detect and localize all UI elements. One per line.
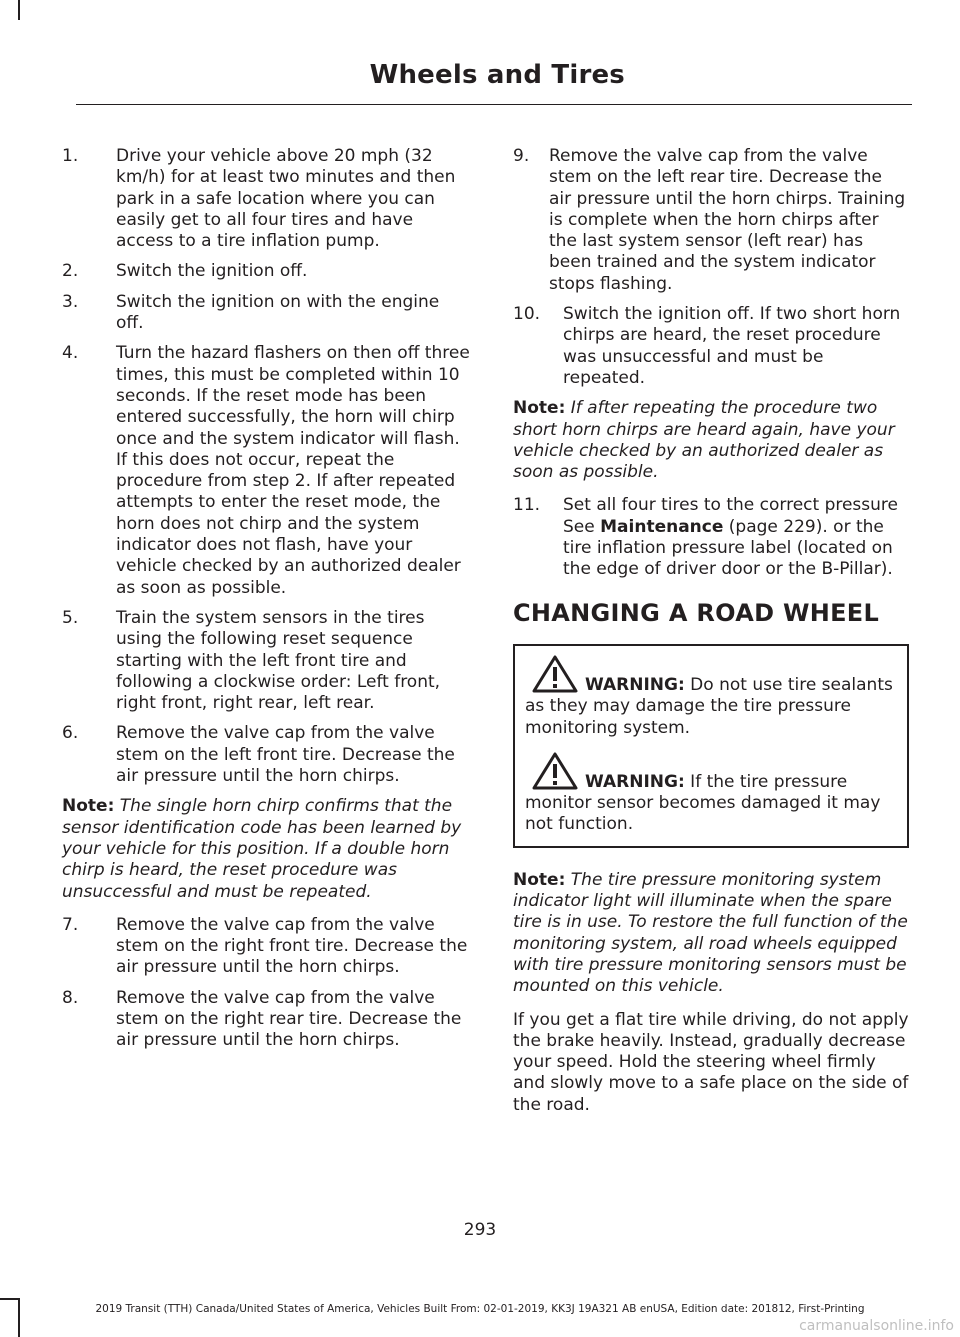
- header-divider: [76, 104, 912, 105]
- note-label: Note:: [62, 796, 115, 817]
- warning-triangle-icon: [531, 751, 579, 791]
- list-item: 7. Remove the valve cap from the valve stem on the right front tire. Decrease the air pressure until the horn chirps.: [62, 914, 468, 978]
- list-item: 5. Train the system sensors in the tires using the following reset sequence starting with the left front tire and following a clockwise order: Left front, right front, right rear, left rear.: [62, 607, 441, 714]
- warning-triangle-icon: [531, 654, 579, 694]
- watermark: carmanualsonline.info: [799, 1318, 954, 1334]
- list-item: 8. Remove the valve cap from the valve stem on the right rear tire. Decrease the air pressure until the horn chirps.: [62, 987, 462, 1051]
- note-label: Note:: [513, 869, 566, 890]
- list-item: 9. Remove the valve cap from the valve stem on the left rear tire. Decrease the air pressure until the horn chirps. Training is complete when the horn chirps after the last system sensor (left rear) has been trained and the system indicator stops flashing.: [513, 146, 906, 294]
- left-column: [62, 146, 472, 1061]
- footer-text: 2019 Transit (TTH) Canada/United States of America, Vehicles Built From: 02-01-2019, KK3J 19A321 AB enUSA, Edition date: 201812, First-Printing: [95, 1303, 865, 1315]
- list-item: 11. Set all four tires to the correct pressure See Maintenance (page 229). or the tire inflation pressure label (located on the edge of driver door or the B-Pillar).: [513, 495, 898, 580]
- list-item: 3. Switch the ignition on with the engine off.: [62, 291, 440, 334]
- list-item: 1. Drive your vehicle above 20 mph (32 km/h) for at least two minutes and then park in a safe location where you can easily get to all four tires and have access to a tire inflation pump.: [62, 146, 456, 252]
- crop-mark: [18, 0, 20, 20]
- note-text: If after repeating the procedure two short horn chirps are heard again, have your vehicle checked by an authorized dealer as soon as possible.: [513, 398, 895, 483]
- crop-mark: [0, 1298, 20, 1300]
- warning-box: [513, 644, 909, 848]
- note-text: The tire pressure monitoring system indicator light will illuminate when the spare tire is in use. To restore the full function of the monitoring system, all road wheels equipped with tire pressure monitoring sensors must be mounted on this vehicle.: [513, 869, 908, 997]
- warning-item: [525, 654, 897, 739]
- body-paragraph: If you get a flat tire while driving, do not apply the brake heavily. Instead, gradually decrease your speed. Hold the steering wheel firmly and slowly move to a safe place on the side of the road.: [513, 1009, 909, 1115]
- warning-text: If the tire pressure monitor sensor becomes damaged it may not function.: [525, 771, 881, 835]
- section-heading: CHANGING A ROAD WHEEL: [513, 598, 880, 627]
- note-text: The single horn chirp confirms that the sensor identification code has been learned by your vehicle for this position. If a double horn chirp is heard, the reset procedure was unsuccessful and must be repeated.: [62, 796, 462, 902]
- warning-label: WARNING:: [585, 674, 685, 695]
- note-paragraph: [513, 398, 909, 483]
- right-column: [513, 146, 909, 1128]
- warning-text: Do not use tire sealants as they may damage the tire pressure monitoring system.: [525, 674, 893, 738]
- list-item: 4. Turn the hazard flashers on then off three times, this must be completed within 10 seconds. If the reset mode has been entered successfully, the horn will chirp once and the system indicator will flash. If this does not occur, repeat the procedure from step 2. If after repeated attempts to enter the reset mode, the horn does not chirp and the system indicator does not flash, have your vehicle checked by an authorized dealer as soon as possible.: [62, 343, 470, 598]
- note-label: Note:: [513, 398, 566, 419]
- note-paragraph: [62, 796, 472, 902]
- warning-label: WARNING:: [585, 771, 685, 792]
- list-item: 2. Switch the ignition off.: [62, 261, 308, 282]
- note-paragraph: [513, 870, 909, 998]
- list-item: 6. Remove the valve cap from the valve stem on the left front tire. Decrease the air pressure until the horn chirps.: [62, 723, 455, 787]
- page-number: 293: [463, 1220, 497, 1240]
- page-title: Wheels and Tires: [369, 60, 625, 90]
- maintenance-link[interactable]: Maintenance: [600, 516, 724, 537]
- warning-item: [525, 751, 897, 836]
- list-item: 10. Switch the ignition off. If two short horn chirps are heard, the reset procedure was unsuccessful and must be repeated.: [513, 304, 901, 388]
